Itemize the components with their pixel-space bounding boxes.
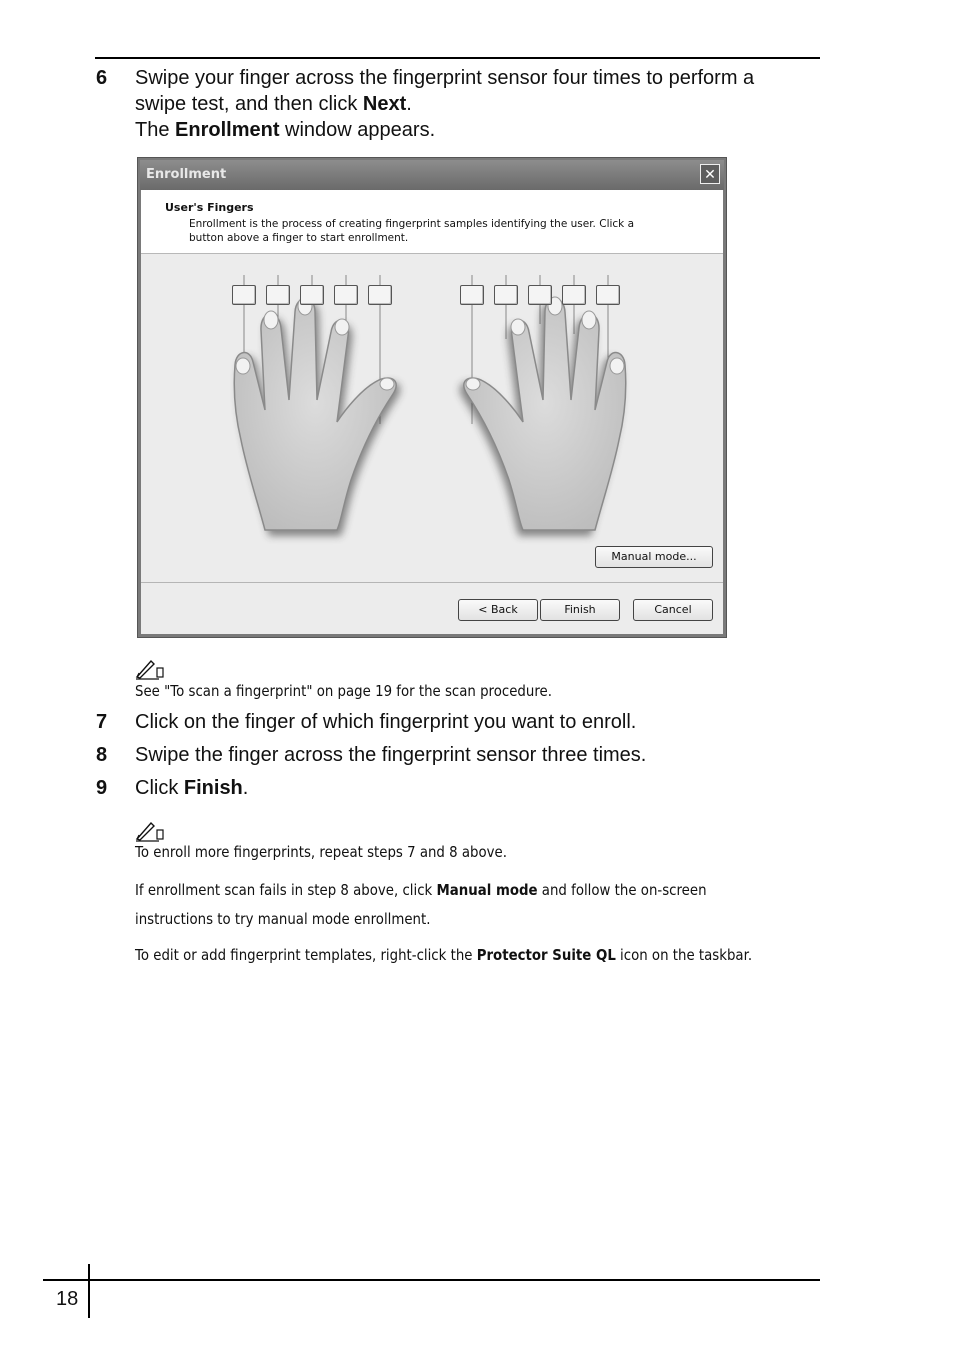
- dialog-header: [141, 190, 723, 254]
- step-7-text: Click on the finger of which fingerprint you want to enroll.: [135, 711, 637, 733]
- cancel-button[interactable]: Cancel: [633, 599, 713, 621]
- top-rule: [95, 57, 820, 59]
- step-9-text: Click Finish.: [135, 777, 249, 799]
- right-hand: [464, 299, 626, 531]
- finger-button-left-middle[interactable]: [300, 285, 324, 305]
- enrollment-dialog: [137, 157, 727, 638]
- note-manual-mode-line2: instructions to try manual mode enrollment.: [135, 910, 431, 928]
- step-6-number: 6: [96, 67, 108, 89]
- step-8-number: 8: [96, 744, 108, 766]
- close-icon[interactable]: ✕: [700, 164, 720, 184]
- step-6-line3: The Enrollment window appears.: [135, 119, 436, 141]
- step-6-line2: swipe test, and then click Next.: [135, 93, 412, 115]
- back-button[interactable]: < Back: [458, 599, 538, 621]
- hands-illustration: [141, 254, 725, 584]
- page-number: 18: [56, 1288, 79, 1310]
- finger-button-left-index[interactable]: [334, 285, 358, 305]
- finger-button-right-thumb[interactable]: [460, 285, 484, 305]
- header-description: Enrollment is the process of creating fingerprint samples identifying the user. Click a button above a finger to start enrollment.: [189, 218, 635, 244]
- finger-button-left-pinky[interactable]: [232, 285, 256, 305]
- step-7-number: 7: [96, 711, 108, 733]
- pencil-note-icon: [135, 658, 165, 680]
- step-6-line1: Swipe your finger across the fingerprint sensor four times to perform a: [135, 67, 755, 89]
- manual-mode-button[interactable]: Manual mode...: [595, 546, 713, 568]
- header-title: User's Fingers: [165, 201, 254, 214]
- note-edit-templates: To edit or add fingerprint templates, right-click the Protector Suite QL icon on the taskbar.: [135, 946, 753, 964]
- footer-separator: [141, 582, 723, 583]
- footer-vertical-rule: [88, 1264, 90, 1318]
- step-8-text: Swipe the finger across the fingerprint sensor three times.: [135, 744, 647, 766]
- finger-button-left-thumb[interactable]: [368, 285, 392, 305]
- finish-button[interactable]: Finish: [540, 599, 620, 621]
- finger-button-left-ring[interactable]: [266, 285, 290, 305]
- finger-button-right-middle[interactable]: [528, 285, 552, 305]
- note-manual-mode: If enrollment scan fails in step 8 above, click Manual mode and follow the on-screen: [135, 881, 707, 899]
- dialog-client: [141, 190, 723, 634]
- left-hand: [234, 299, 396, 531]
- note-enroll-more: To enroll more fingerprints, repeat steps 7 and 8 above.: [135, 843, 507, 861]
- dialog-title: Enrollment: [146, 167, 227, 182]
- footer-rule: [43, 1279, 820, 1281]
- finger-button-right-ring[interactable]: [562, 285, 586, 305]
- step-9-number: 9: [96, 777, 108, 799]
- note-scan-procedure: See "To scan a fingerprint" on page 19 for the scan procedure.: [135, 682, 552, 700]
- dialog-titlebar: [140, 160, 724, 190]
- pencil-note-icon: [135, 820, 165, 842]
- finger-button-right-index[interactable]: [494, 285, 518, 305]
- finger-button-right-pinky[interactable]: [596, 285, 620, 305]
